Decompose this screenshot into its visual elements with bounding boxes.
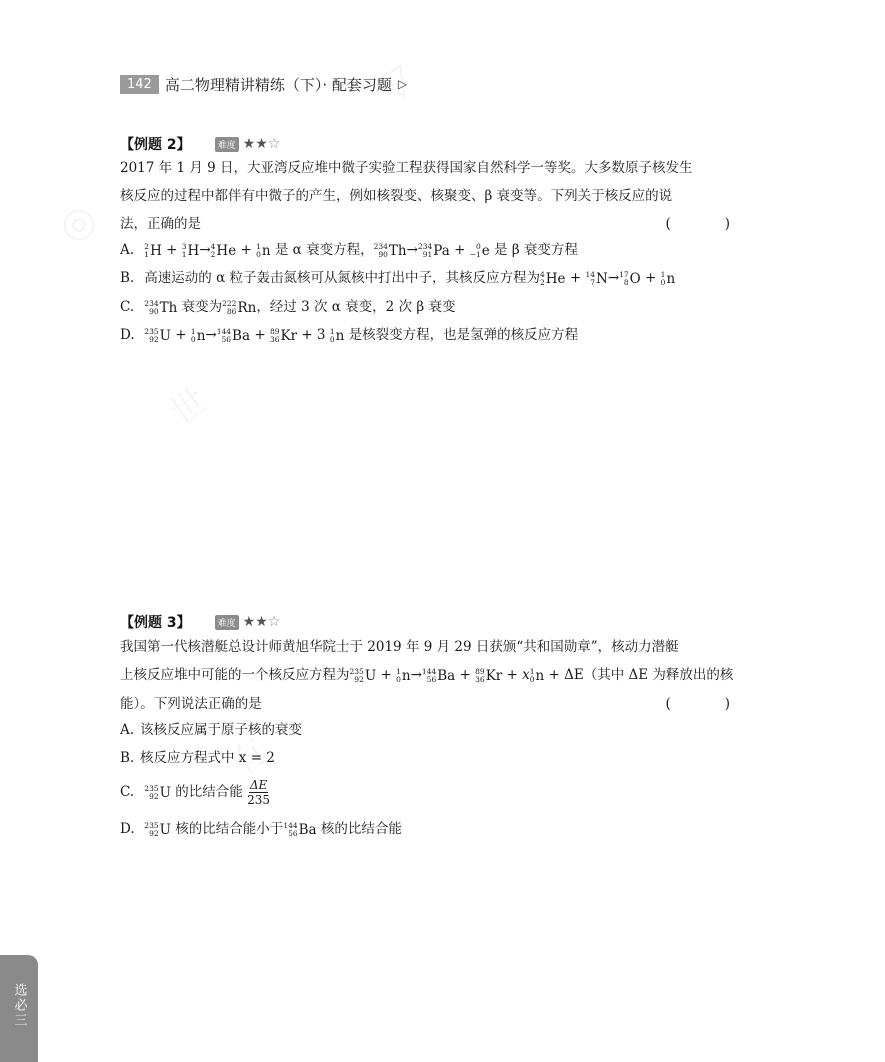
book-title: 高二物理精讲精练（下）· 配套习题 xyxy=(164,75,392,94)
chapter-side-tab xyxy=(0,955,38,1062)
question-3-stem xyxy=(120,633,734,718)
answer-bracket: ( ) xyxy=(665,216,730,232)
page-header xyxy=(120,72,407,96)
question-2-stem xyxy=(120,154,730,238)
difficulty-badge: 难度 xyxy=(215,137,239,152)
option-a: A. 2 1 H + 3 1 H→ 4 2 He + 1 0 n 是 α 衰变方程， 234 90 Th→ 234 91 Pa + 0 −1 e 是 β 衰变方程 xyxy=(120,241,578,259)
option-d: D. 235 92 U 核的比结合能小于 144 56 Ba 核的比结合能 xyxy=(120,820,402,838)
option-a: A. 该核反应属于原子核的衰变 xyxy=(120,722,302,738)
option-c: C. 234 90 Th 衰变为 222 86 Rn，经过 3 次 α 衰变，2 次 β 衰变 xyxy=(120,298,456,316)
stem-line: 我国第一代核潜艇总设计师黄旭华院士于 2019 年 9 月 29 日获颁“共和国勋章”，核动力潜艇 xyxy=(120,639,679,655)
stem-line: 法，正确的是 ( ) xyxy=(120,210,730,238)
stem-line: 2017 年 1 月 9 日，大亚湾反应堆中微子实验工程获得国家自然科学一等奖。大多数原子核发生 xyxy=(120,160,693,176)
option-d: D. 235 92 U + 1 0 n→ 144 56 Ba + 89 36 Kr + 3 1 0 n 是核裂变方程，也是氢弹的核反应方程 xyxy=(120,326,579,344)
stem-line: 核反应的过程中都伴有中微子的产生，例如核裂变、核聚变、β 衰变等。下列关于核反应的说 xyxy=(120,188,673,204)
option-c: C. 235 92 U 的比结合能 $\frac{\Delta E}{235}$ xyxy=(120,778,271,807)
question-label: 【例题 3】 xyxy=(120,615,191,631)
watermark xyxy=(50,194,105,252)
difficulty-badge: 难度 xyxy=(215,615,239,630)
difficulty-stars-icon: ★★☆ xyxy=(242,614,281,630)
difficulty-stars-icon: ★★☆ xyxy=(242,136,281,152)
question-3-header xyxy=(120,612,280,632)
question-2-header xyxy=(120,134,280,154)
option-b: B. 高速运动的 α 粒子轰击氮核可从氮核中打出中子，其核反应方程为 4 2 He + 14 7 N→ 17 8 O + 1 0 n xyxy=(120,269,676,287)
side-tab-label: 选必三 xyxy=(11,983,27,1028)
watermark xyxy=(159,375,215,435)
question-label: 【例题 2】 xyxy=(120,137,191,153)
stem-line: 能）。下列说法正确的是 ( ) xyxy=(120,690,730,718)
stem-line: 上核反应堆中可能的一个核反应方程为 235 92 U + 1 0 n→ 144 56 Ba + 89 36 Kr + x 1 0 n + ΔE（其中 ΔE 为释放出的核 xyxy=(120,666,734,684)
page-number: 142 xyxy=(120,75,159,94)
fraction: $\frac{\Delta E}{235}$ xyxy=(247,778,271,807)
answer-bracket: ( ) xyxy=(665,695,730,712)
option-b: B. 核反应方程式中 x = 2 xyxy=(120,750,275,766)
triangle-marker-icon: ▷ xyxy=(397,77,408,91)
